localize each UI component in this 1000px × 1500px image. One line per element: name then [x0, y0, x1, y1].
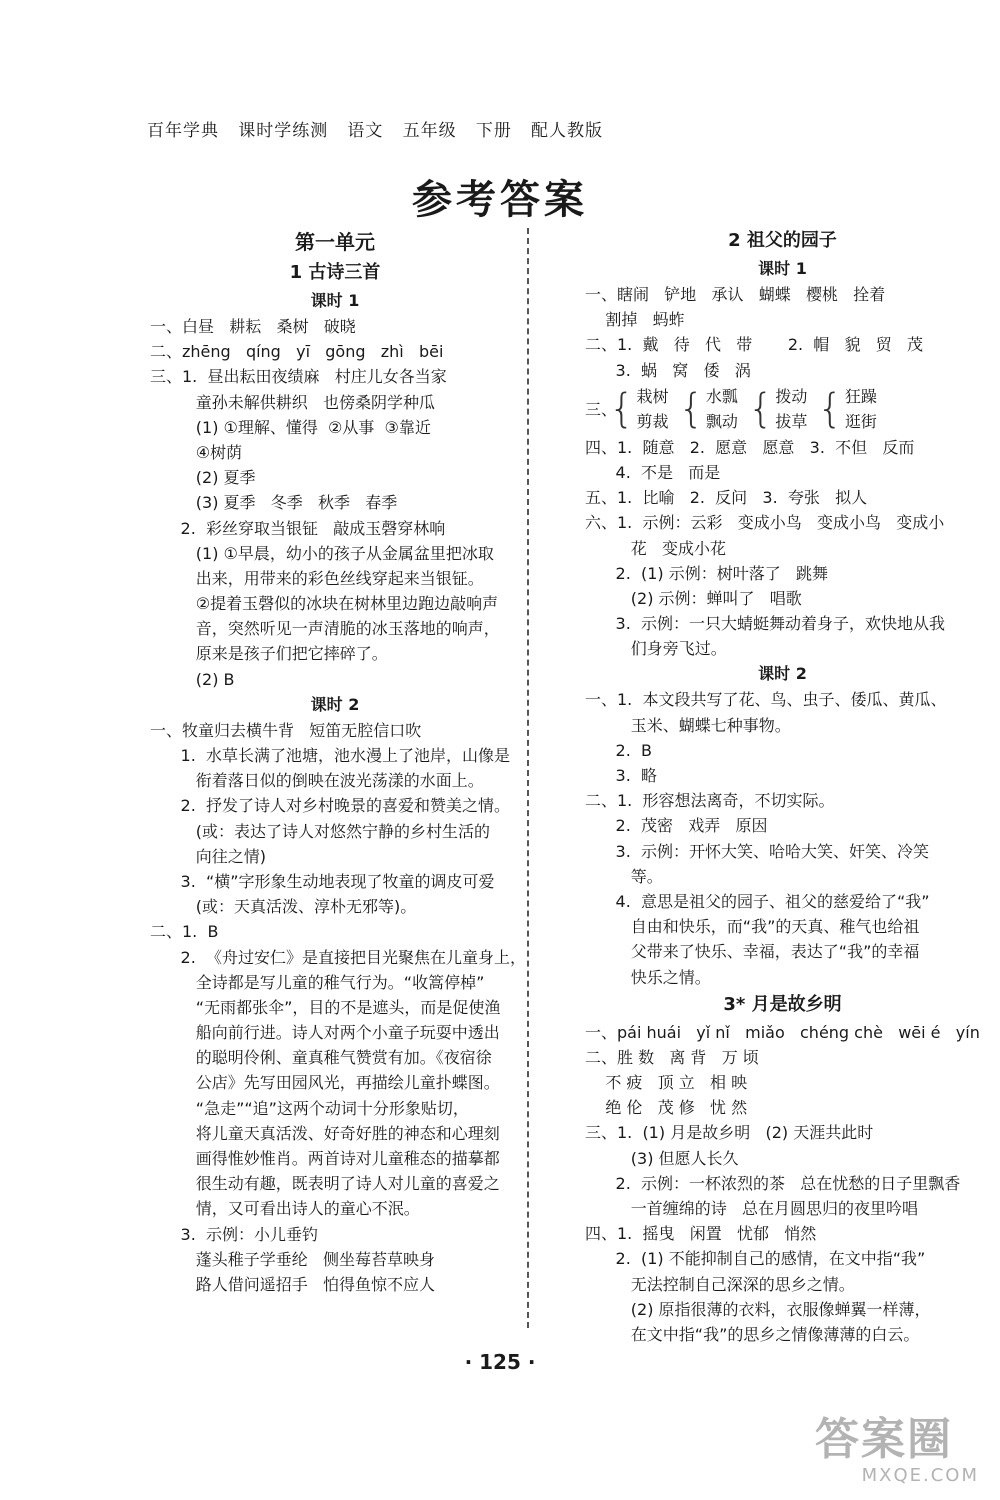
period-heading: 课时 2: [310, 694, 360, 714]
answer-line: 五、1. 比喻 2. 反问 3. 夸张 拟人: [585, 488, 868, 508]
page-title: 参考答案: [412, 176, 588, 223]
brace-symbol: {: [609, 385, 635, 432]
answer-line: 2. 茂密 戏弄 原因: [585, 816, 768, 836]
answer-line: 童孙未解供耕织 也傍桑阴学种瓜: [150, 392, 436, 412]
answer-line: 自由和快乐，而“我”的天真、稚气也给祖: [585, 917, 920, 937]
brace-symbol: {: [817, 385, 843, 432]
answer-line: 二、zhēng qíng yī gōng zhì bēi: [150, 342, 444, 362]
brace-group: [748, 384, 807, 434]
watermark-logo: [815, 1415, 987, 1493]
answer-line: 1. 水草长满了池塘，池水漫上了池岸，山像是: [150, 746, 510, 765]
watermark-text: 答案圈: [815, 1414, 953, 1465]
period-heading: 课时 1: [758, 259, 807, 278]
brace-word: 拨动: [775, 386, 808, 406]
answer-line: (2) B: [150, 669, 235, 689]
answer-line: 们身旁飞过。: [585, 639, 727, 659]
answer-line: 2. (1) 示例：树叶落了 跳舞: [585, 563, 828, 583]
answer-line: 向往之情): [150, 846, 267, 866]
answer-line: 衔着落日似的倒映在波光荡漾的水面上。: [150, 771, 484, 791]
brace-group: [609, 384, 668, 434]
answer-line: 出来，用带来的彩色丝线穿起来当银钲。: [150, 568, 484, 588]
page-number: · 125 ·: [464, 1350, 536, 1374]
brace-word: 狂躁: [844, 386, 877, 406]
brace-symbol: {: [747, 385, 774, 432]
answer-line: 3. 示例：开怀大笑、哈哈大笑、奸笑、冷笑: [585, 841, 929, 861]
answer-line: 情，又可看出诗人的童心不泯。: [150, 1199, 420, 1219]
answer-line: 2. 《舟过安仁》是直接把目光聚焦在儿童身上，: [150, 947, 526, 967]
answer-line: 在文中指“我”的思乡之情像薄薄的白云。: [585, 1324, 920, 1344]
answer-line: 父带来了快乐、幸福，表达了“我”的幸福: [585, 942, 920, 962]
answer-line: 4. 不是 而是: [585, 462, 721, 482]
answer-line: 玉米、蝴蝶七种事物。: [585, 715, 791, 735]
answer-line: 2. (1) 不能抑制自己的感情，在文中指“我”: [585, 1249, 926, 1269]
brace-word: 飘动: [705, 411, 738, 431]
lesson-heading: 3* 月是故乡明: [723, 993, 842, 1015]
answer-line: 的聪明伶俐、童真稚气赞赏有加。《夜宿徐: [150, 1048, 492, 1068]
answer-line: 3. 蜗 窝 倭 涡: [585, 360, 751, 380]
answer-line: 一、瞎闹 铲地 承认 蝴蝶 樱桃 拴着: [585, 285, 886, 304]
answer-line: 二、1. 戴 待 代 带 2. 帽 貌 贸 茂: [585, 335, 924, 355]
answer-line: 花 变成小花: [585, 538, 727, 558]
brace-word: 水瓢: [705, 386, 738, 406]
brace-word: 栽树: [636, 386, 669, 406]
left-column: [150, 226, 526, 1297]
answer-line: 2. B: [585, 740, 652, 760]
answer-line: 一、白昼 耕耘 桑树 破晓: [150, 317, 356, 336]
answer-line: (2) 原指很薄的衣料，衣服像蝉翼一样薄，: [585, 1299, 931, 1319]
answer-line: 快乐之情。: [585, 967, 711, 987]
answer-line: 蓬头稚子学垂纶 侧坐莓苔草映身: [150, 1249, 436, 1269]
lesson-heading: 1 古诗三首: [289, 262, 381, 283]
brace-word: 剪裁: [636, 411, 669, 431]
book-header: 百年学典 课时学练测 语文 五年级 下册 配人教版: [147, 121, 604, 141]
brace-word: 逛街: [844, 411, 877, 431]
answer-line: (1) ①理解、懂得 ②从事 ③靠近: [150, 417, 431, 437]
answer-line: “急走”“追”这两个动词十分形象贴切，: [150, 1098, 469, 1118]
watermark-url: MXQE.COM: [861, 1465, 979, 1486]
answer-line: 路人借问遥招手 怕得鱼惊不应人: [150, 1274, 436, 1294]
lesson-heading: 2 祖父的园子: [728, 230, 837, 251]
right-column: [585, 226, 980, 1347]
answer-line: 2. 彩丝穿取当银钲 敲成玉磬穿林响: [150, 518, 446, 538]
answer-line: ②提着玉磬似的冰块在树林里边跑边敲响声: [150, 594, 499, 614]
answer-line: 四、1. 随意 2. 愿意 愿意 3. 不但 反而: [585, 437, 915, 457]
column-divider: [527, 228, 529, 1328]
answer-line: 3. “横”字形象生动地表现了牧童的调皮可爱: [150, 871, 495, 891]
answer-line: 无法控制自己深深的思乡之情。: [585, 1274, 855, 1294]
answer-line: (1) ①早晨，幼小的孩子从金属盆里把冰取: [150, 543, 494, 563]
answer-line: (3) 夏季 冬季 秋季 春季: [150, 493, 398, 513]
answer-line: 2. 示例：一杯浓烈的茶 总在忧愁的日子里飘香: [585, 1173, 961, 1193]
answer-line: 绝 伦 茂 修 忧 然: [585, 1098, 748, 1118]
answer-line: 4. 意思是祖父的园子、祖父的慈爱给了“我”: [585, 891, 930, 911]
answer-line: 一、pái huái yǐ nǐ miǎo chéng chè wēi é yín: [585, 1022, 980, 1042]
answer-line: (2) 示例：蝉叫了 唱歌: [585, 588, 802, 608]
answer-line: (2) 夏季: [150, 468, 256, 488]
unit-heading: 第一单元: [295, 230, 375, 254]
brace-group: [678, 384, 737, 434]
answer-line: 3. 示例：小儿垂钓: [150, 1224, 318, 1244]
answer-line: 全诗都是写儿童的稚气行为。“收篙停棹”: [150, 972, 485, 992]
answer-line: 六、1. 示例：云彩 变成小鸟 变成小鸟 变成小: [585, 513, 945, 533]
answer-line: 画得惟妙惟肖。两首诗对儿童稚态的描摹都: [150, 1149, 500, 1168]
answer-line: 三、1. 昼出耘田夜绩麻 村庄儿女各当家: [150, 367, 447, 387]
answer-line: (或：天真活泼、淳朴无邪等)。: [150, 897, 417, 917]
answer-line: ④树荫: [150, 442, 243, 462]
answer-line: 一、牧童归去横牛背 短笛无腔信口吹: [150, 720, 422, 740]
answer-line: 三、1. (1) 月是故乡明 (2) 天涯共此时: [585, 1123, 874, 1143]
answer-line: 等。: [585, 866, 663, 886]
answer-line: 割掉 蚂蚱: [585, 310, 685, 330]
answer-line: 二、1. 形容想法离奇，不切实际。: [585, 791, 835, 811]
brace-word: 拔草: [775, 411, 808, 431]
brace-group: [817, 384, 876, 434]
answer-brace-row: [585, 383, 980, 435]
brace-row-label: 三、: [585, 400, 618, 420]
answer-line: 公店》先写田园风光，再描绘儿童扑蝶图。: [150, 1073, 500, 1093]
answer-line: 二、胜 数 离 背 万 顷: [585, 1047, 759, 1067]
brace-symbol: {: [678, 385, 704, 432]
answer-line: 船向前行进。诗人对两个小童子玩耍中透出: [150, 1023, 500, 1043]
period-heading: 课时 1: [310, 291, 360, 310]
answer-line: 二、1. B: [150, 922, 219, 942]
answer-line: 很生动有趣，既表明了诗人对儿童的喜爱之: [150, 1174, 500, 1194]
answer-line: 3. 略: [585, 766, 657, 785]
answer-line: 一首缠绵的诗 总在月圆思归的夜里吟唱: [585, 1199, 919, 1218]
answer-line: (或：表达了诗人对悠然宁静的乡村生活的: [150, 821, 491, 841]
answer-line: 音，突然听见一声清脆的冰玉落地的响声，: [150, 619, 500, 639]
answer-line: “无雨都张伞”，目的不是遮头，而是促使渔: [150, 997, 501, 1017]
answer-line: 原来是孩子们把它摔碎了。: [150, 644, 388, 664]
answer-line: 四、1. 摇曳 闲置 忧郁 悄然: [585, 1224, 817, 1244]
period-heading: 课时 2: [758, 664, 807, 684]
answer-line: 3. 示例：一只大蜻蜓舞动着身子，欢快地从我: [585, 614, 945, 634]
answer-line: 不 疲 顶 立 相 映: [585, 1073, 748, 1093]
answer-line: (3) 但愿人长久: [585, 1148, 739, 1168]
answer-line: 2. 抒发了诗人对乡村晚景的喜爱和赞美之情。: [150, 796, 510, 816]
answer-line: 一、1. 本文段共写了花、鸟、虫子、倭瓜、黄瓜、: [585, 690, 947, 710]
answer-line: 将儿童天真活泼、好奇好胜的神态和心理刻: [150, 1123, 500, 1143]
